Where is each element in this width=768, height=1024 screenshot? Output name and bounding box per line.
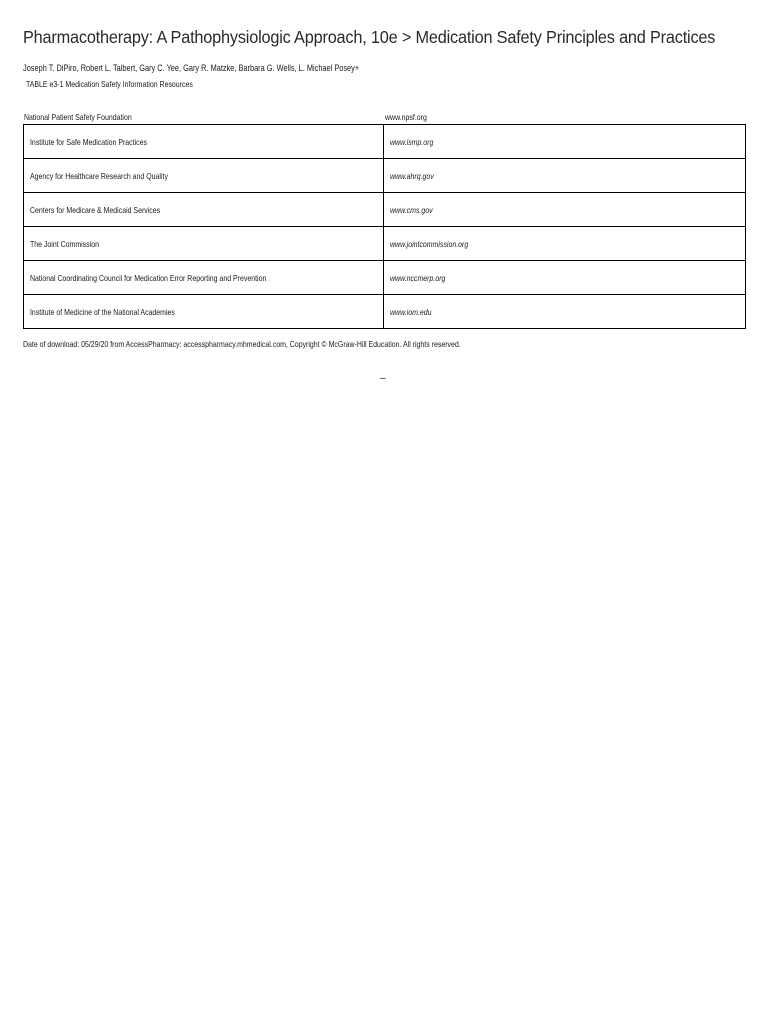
url-link[interactable]: www.nccmerp.org	[384, 261, 746, 295]
author-list: Joseph T. DiPiro, Robert L. Talbert, Gary C. Yee, Gary R. Matzke, Barbara G. Wells, L. Michael Posey+	[23, 63, 360, 73]
table-row	[24, 295, 746, 329]
table-caption: TABLE e3-1 Medication Safety Information Resources	[26, 79, 193, 89]
download-note: Date of download: 05/29/20 from AccessPharmacy: accesspharmacy.mhmedical.com, Copyright © McGraw-Hill Education. All rights reserved.	[23, 339, 461, 349]
url-link[interactable]: www.ismp.org	[384, 125, 746, 159]
table-row	[24, 125, 746, 159]
url-link[interactable]: www.jointcommission.org	[384, 227, 746, 261]
table-row	[24, 193, 746, 227]
table-header-org: National Patient Safety Foundation	[24, 112, 132, 122]
org-name-cell: The Joint Commission	[24, 227, 384, 261]
table-header-url: www.npsf.org	[385, 112, 427, 122]
org-name-cell: National Coordinating Council for Medication Error Reporting and Prevention	[24, 261, 384, 295]
table-row	[24, 227, 746, 261]
table-row	[24, 159, 746, 193]
url-link[interactable]: www.ahrq.gov	[384, 159, 746, 193]
resources-table	[23, 124, 746, 329]
page-title: Pharmacotherapy: A Pathophysiologic Approach, 10e > Medication Safety Principles and Practices	[23, 27, 716, 47]
org-name-cell: Centers for Medicare & Medicaid Services	[24, 193, 384, 227]
org-name-cell: Institute for Safe Medication Practices	[24, 125, 384, 159]
org-name-cell: Institute of Medicine of the National Academies	[24, 295, 384, 329]
page-marker: –	[380, 373, 386, 384]
url-link[interactable]: www.cms.gov	[384, 193, 746, 227]
url-link[interactable]: www.iom.edu	[384, 295, 746, 329]
org-name-cell: Agency for Healthcare Research and Quality	[24, 159, 384, 193]
table-row	[24, 261, 746, 295]
